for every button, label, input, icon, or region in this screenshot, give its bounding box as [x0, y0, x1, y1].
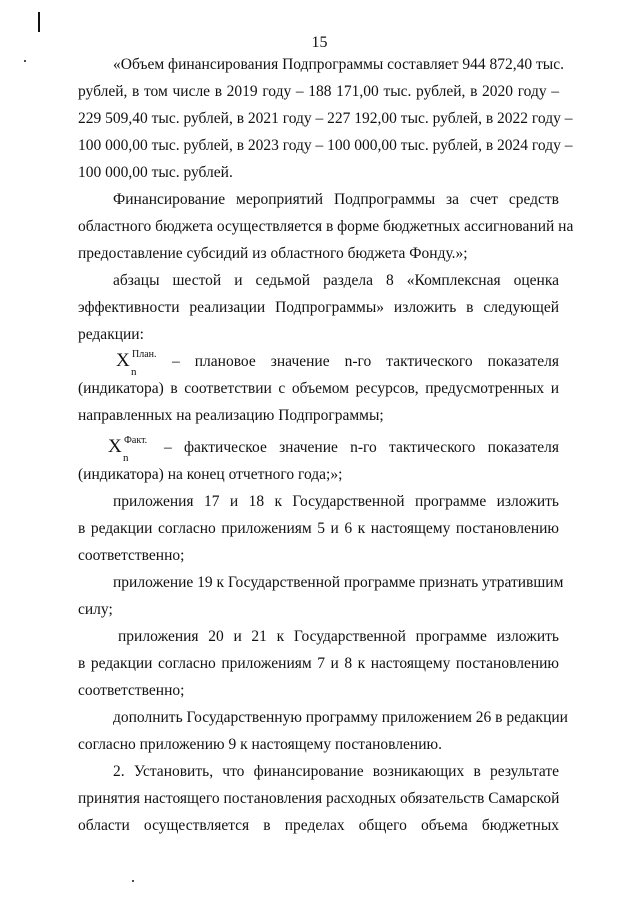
page-number: 15: [311, 34, 328, 51]
text-line: принятия настоящего постановления расходных обязательств Самарской: [78, 790, 560, 807]
text-line: соответственно;: [78, 547, 185, 564]
text-line: приложения 17 и 18 к Государственной программе изложить: [113, 493, 559, 510]
text-line: Финансирование мероприятий Подпрограммы за счет средств: [113, 191, 559, 208]
text-line: в редакции согласно приложениям 7 и 8 к настоящему постановлению: [78, 655, 559, 672]
scan-mark: [38, 12, 40, 32]
text-line: «Объем финансирования Подпрограммы составляет 944 872,40 тыс.: [113, 56, 564, 73]
text-line: эффективности реализации Подпрограммы» изложить в следующей: [78, 299, 559, 316]
text-line: областного бюджета осуществляется в форме бюджетных ассигнований на: [78, 218, 574, 235]
text-line: рублей, в том числе в 2019 году – 188 171,00 тыс. рублей, в 2020 году –: [78, 83, 559, 100]
text-line: силу;: [78, 601, 113, 618]
formula-subscript: n: [123, 452, 129, 464]
text-line: дополнить Государственную программу приложением 26 в редакции: [113, 709, 568, 726]
definition-line: – фактическое значение n-го тактического показателя: [164, 439, 559, 456]
text-line: редакции:: [78, 326, 144, 343]
text-line: направленных на реализацию Подпрограммы;: [78, 407, 384, 424]
text-line: 229 509,40 тыс. рублей, в 2021 году – 227 192,00 тыс. рублей, в 2022 году –: [78, 110, 573, 127]
formula-symbol-fact: X Факт. n: [108, 437, 122, 457]
formula-symbol-plan: X План. n: [116, 351, 130, 371]
text-line: абзацы шестой и седьмой раздела 8 «Комплексная оценка: [113, 272, 559, 289]
text-line: в редакции согласно приложениям 5 и 6 к настоящему постановлению: [78, 520, 559, 537]
text-line: приложение 19 к Государственной программе признать утратившим: [113, 574, 564, 591]
formula-superscript: Факт.: [124, 435, 148, 446]
text-line: предоставление субсидий из областного бюджета Фонду.»;: [78, 245, 468, 262]
scan-speck: [24, 60, 26, 62]
text-line: 100 000,00 тыс. рублей.: [78, 164, 233, 181]
formula-superscript: План.: [132, 349, 157, 360]
text-line: 2. Установить, что финансирование возникающих в результате: [113, 763, 559, 780]
formula-subscript: n: [131, 366, 137, 378]
text-line: 100 000,00 тыс. рублей, в 2023 году – 100 000,00 тыс. рублей, в 2024 году –: [78, 137, 573, 154]
scan-speck: [132, 880, 134, 882]
definition-line: – плановое значение n-го тактического показателя: [172, 353, 559, 370]
text-line: согласно приложению 9 к настоящему постановлению.: [78, 736, 442, 753]
text-line: области осуществляется в пределах общего объема бюджетных: [78, 817, 559, 834]
text-line: (индикатора) на конец отчетного года;»;: [78, 466, 343, 483]
text-line: соответственно;: [78, 682, 185, 699]
text-line: (индикатора) в соответствии с объемом ресурсов, предусмотренных и: [78, 380, 559, 397]
text-line: приложения 20 и 21 к Государственной программе изложить: [118, 628, 559, 645]
